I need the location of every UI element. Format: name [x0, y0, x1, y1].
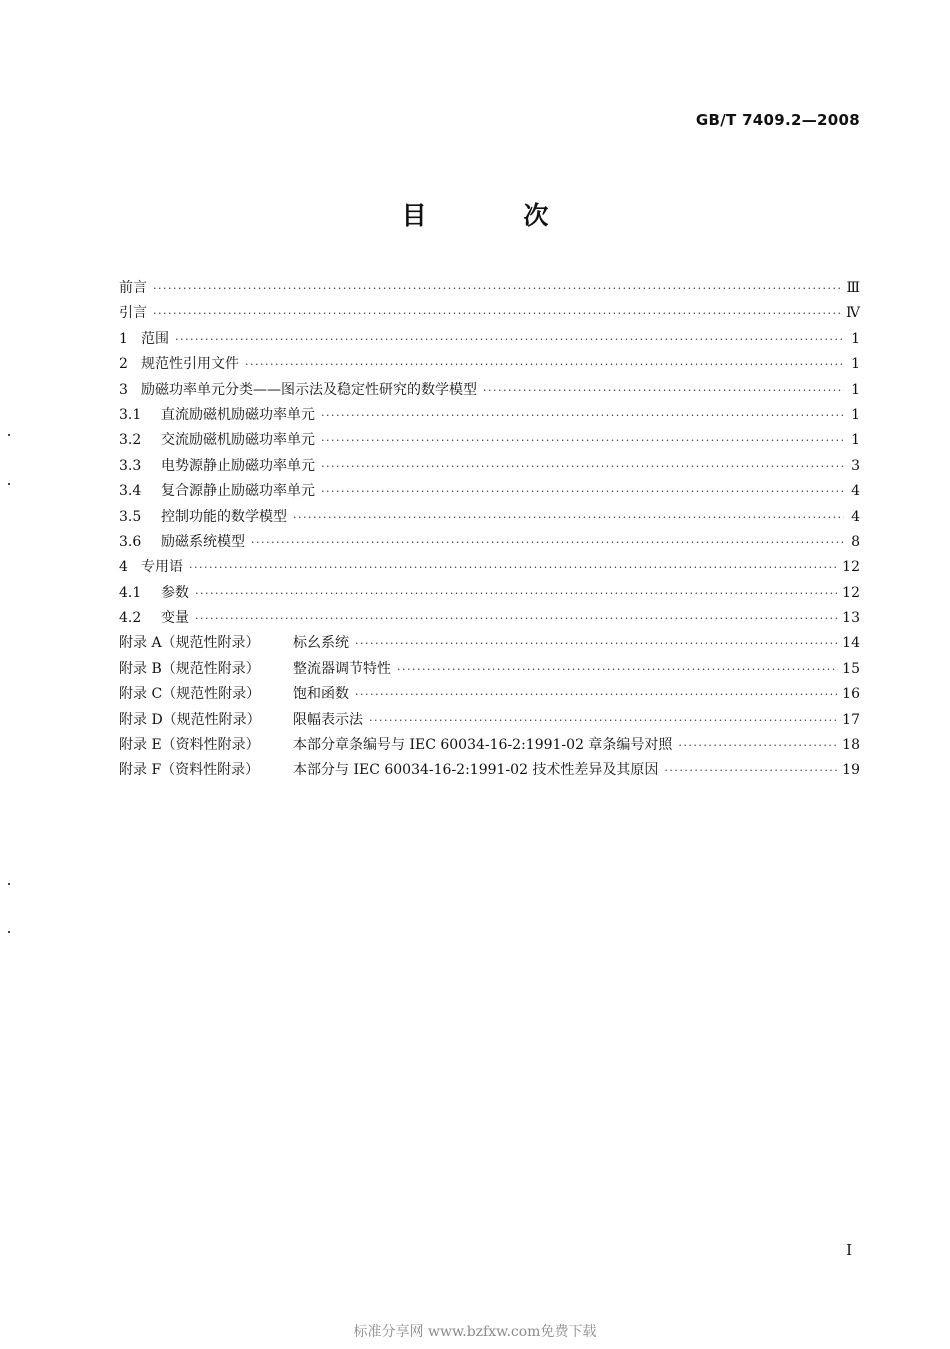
toc-entry-number: 3.3: [119, 457, 142, 474]
toc-entry-number: 4.1: [119, 584, 142, 601]
toc-entry-page: 12: [842, 584, 860, 601]
toc-entry-page: 13: [842, 610, 860, 627]
toc-entry-page: 17: [842, 711, 860, 728]
toc-entry-page: 8: [851, 533, 860, 550]
toc-entry[interactable]: [119, 631, 860, 656]
toc-entry-number: 4: [119, 559, 128, 576]
toc-entry-text: 范围: [141, 330, 169, 347]
toc-entry[interactable]: [119, 682, 860, 707]
toc-entry-text: 专用语: [141, 559, 183, 576]
toc-title: 目 次: [401, 201, 593, 230]
toc-entry[interactable]: [119, 657, 860, 682]
toc-entry-text: 交流励磁机励磁功率单元: [161, 432, 315, 449]
toc-entry[interactable]: [119, 530, 860, 555]
toc-leader-dots: [195, 606, 838, 631]
toc-entry-number: 1: [119, 330, 128, 347]
toc-entry-text: 本部分与 IEC 60034-16-2:1991-02 技术性差异及其原因: [293, 762, 659, 779]
watermark: 标准分享网 www.bzfxw.com免费下载: [353, 1324, 597, 1340]
toc-entry-text: 励磁功率单元分类——图示法及稳定性研究的数学模型: [141, 381, 477, 398]
toc-entry[interactable]: [119, 479, 860, 504]
toc-leader-dots: [153, 276, 842, 301]
toc-entry-text: 直流励磁机励磁功率单元: [161, 406, 315, 423]
toc-entry[interactable]: [119, 428, 860, 453]
toc-leader-dots: [355, 682, 838, 707]
toc-leader-dots: [321, 479, 844, 504]
scan-speck: [8, 483, 10, 485]
toc-entry-page: 1: [851, 432, 860, 449]
toc-appendix-label: 附录 B（规范性附录）: [119, 660, 260, 677]
toc-entry[interactable]: [119, 454, 860, 479]
toc-entry-number: 4.2: [119, 610, 142, 627]
toc-entry-text: 限幅表示法: [293, 711, 363, 728]
toc-entry-page: Ⅲ: [846, 280, 860, 296]
toc-leader-dots: [321, 403, 844, 428]
toc-entry-page: 1: [851, 406, 860, 423]
toc-entry-page: Ⅳ: [846, 305, 860, 322]
toc-entry-page: 4: [851, 483, 860, 500]
toc-entry-page: 19: [842, 762, 860, 779]
toc-entry[interactable]: [119, 606, 860, 631]
scan-speck: [8, 883, 10, 885]
toc-appendix-label: 附录 D（规范性附录）: [119, 711, 261, 728]
toc-entry-number: 3.2: [119, 432, 142, 449]
toc-entry-text: 电势源静止励磁功率单元: [161, 457, 315, 474]
scan-speck: [8, 434, 10, 436]
toc-entry-text: 标幺系统: [293, 635, 349, 652]
toc-appendix-label: 附录 F（资料性附录）: [119, 762, 260, 779]
toc-entry-page: 14: [842, 635, 860, 652]
toc-entry-text: 规范性引用文件: [141, 356, 239, 373]
standard-number: GB/T 7409.2—2008: [695, 111, 860, 129]
toc-entry[interactable]: [119, 352, 860, 377]
toc-entry-page: 15: [842, 660, 860, 677]
toc-entry[interactable]: [119, 378, 860, 403]
toc-entry-text: 本部分章条编号与 IEC 60034-16-2:1991-02 章条编号对照: [293, 737, 673, 754]
toc-entry-number: 3.6: [119, 533, 142, 550]
toc-entry-text: 变量: [161, 610, 189, 627]
toc-entry-page: 1: [851, 330, 860, 347]
toc-leader-dots: [678, 733, 838, 758]
toc-entry-text: 参数: [161, 584, 189, 601]
toc-entry[interactable]: [119, 581, 860, 606]
toc-entry-number: 3.1: [119, 406, 142, 423]
toc-entry[interactable]: [119, 403, 860, 428]
toc-leader-dots: [483, 378, 844, 403]
toc-leader-dots: [397, 657, 838, 682]
toc-leader-dots: [369, 708, 838, 733]
toc-leader-dots: [195, 581, 838, 606]
toc-entry-number: 3.5: [119, 508, 142, 525]
toc-entry-text: 饱和函数: [293, 686, 349, 703]
toc-entry-number: 2: [119, 356, 128, 373]
toc-leader-dots: [189, 555, 838, 580]
toc-entry-page: 12: [842, 559, 860, 576]
toc-entry-text: 整流器调节特性: [293, 660, 391, 677]
toc-appendix-label: 附录 A（规范性附录）: [119, 635, 260, 652]
toc-entry-text: 励磁系统模型: [161, 533, 245, 550]
page-number: I: [846, 1241, 852, 1259]
toc-leader-dots: [175, 327, 844, 352]
toc-entry-page: 18: [842, 737, 860, 754]
toc-entry-text: 前言: [119, 280, 147, 296]
toc-leader-dots: [293, 505, 844, 530]
scan-speck: [8, 931, 10, 933]
toc-entry-page: 4: [851, 508, 860, 525]
toc-leader-dots: [355, 631, 838, 656]
toc-entry-page: 16: [842, 686, 860, 703]
toc-entry[interactable]: [119, 555, 860, 580]
toc-entry-text: 控制功能的数学模型: [161, 508, 287, 525]
toc-entry[interactable]: [119, 758, 860, 783]
toc-entry-page: 1: [851, 381, 860, 398]
toc-appendix-label: 附录 C（规范性附录）: [119, 686, 261, 703]
table-of-contents: [119, 276, 860, 784]
toc-leader-dots: [153, 301, 842, 326]
toc-entry-number: 3.4: [119, 483, 142, 500]
toc-entry-page: 3: [851, 457, 860, 474]
toc-entry-text: 复合源静止励磁功率单元: [161, 483, 315, 500]
toc-entry-text: 引言: [119, 305, 147, 322]
toc-entry-number: 3: [119, 381, 128, 398]
toc-leader-dots: [251, 530, 844, 555]
toc-leader-dots: [321, 428, 844, 453]
toc-entry[interactable]: [119, 733, 860, 758]
toc-leader-dots: [245, 352, 844, 377]
toc-entry[interactable]: [119, 301, 860, 326]
toc-entry-page: 1: [851, 356, 860, 373]
toc-leader-dots: [664, 758, 838, 783]
toc-entry[interactable]: [119, 327, 860, 352]
toc-entry[interactable]: [119, 505, 860, 530]
toc-leader-dots: [321, 454, 844, 479]
toc-appendix-label: 附录 E（资料性附录）: [119, 737, 260, 754]
toc-entry[interactable]: [119, 276, 860, 301]
toc-entry[interactable]: [119, 708, 860, 733]
